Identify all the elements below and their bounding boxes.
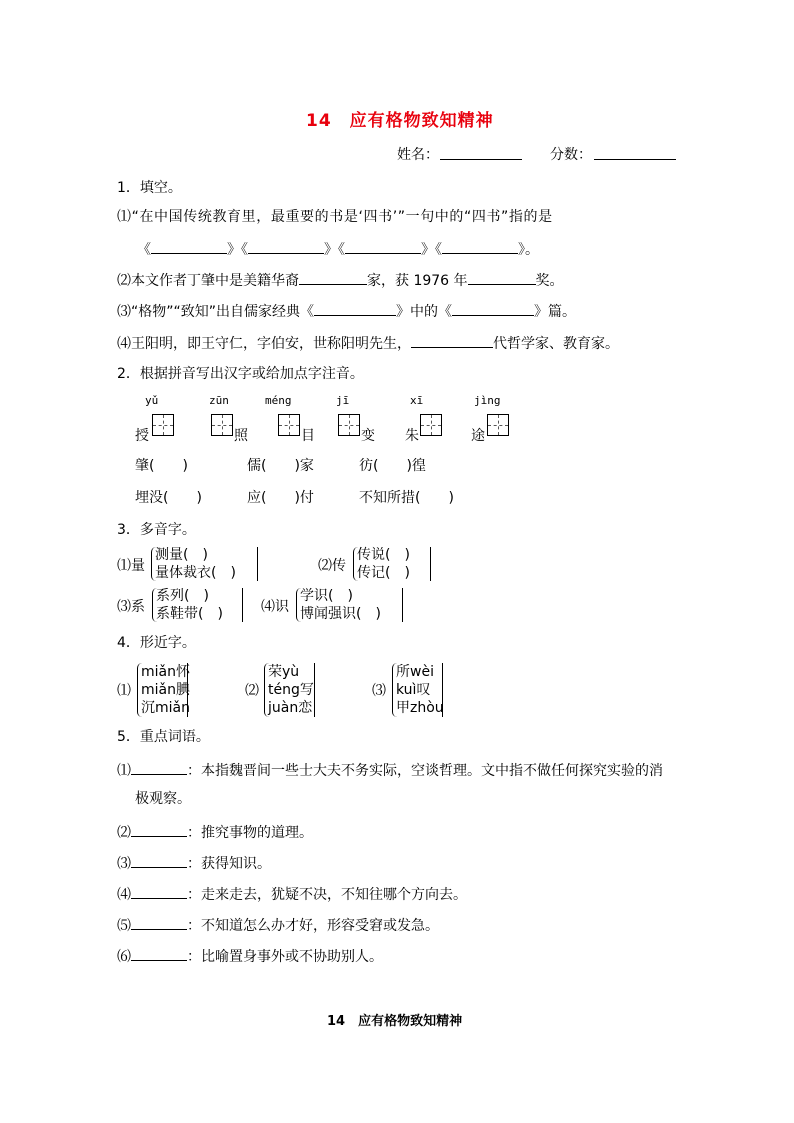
q1-item4-text-a: ⑷王阳明，即王守仁，字伯安，世称阳明先生， xyxy=(117,336,411,352)
q1-blank-book2[interactable] xyxy=(248,239,324,254)
pinyin-zun: zūn xyxy=(209,394,229,407)
q1-bracket-2: 》《 xyxy=(324,242,345,258)
char-shou: 授 xyxy=(135,428,149,444)
pinyin-ji: jī xyxy=(336,394,350,407)
char-zhao: 照 xyxy=(234,428,248,444)
q1-bracket-1: 》《 xyxy=(227,242,248,258)
q4-g3-item2: kuì叹 xyxy=(396,682,431,698)
q1-bracket-3: 》《 xyxy=(421,242,442,258)
pinyin-yu: yǔ xyxy=(145,394,159,407)
q1-item1-books xyxy=(137,239,539,259)
q1-heading: 1．填空。 xyxy=(117,180,182,196)
tian-box-3[interactable] xyxy=(278,414,300,436)
tian-box-5[interactable] xyxy=(420,414,442,436)
q4-g1-rbar xyxy=(186,663,188,717)
name-label: 姓名： xyxy=(397,147,439,163)
q3-heading: 3．多音字。 xyxy=(117,522,196,538)
q1-blank-prize[interactable] xyxy=(468,270,536,285)
q3-g2-item1: 传说( ) xyxy=(357,547,410,563)
q3-g3-item1: 系列( ) xyxy=(156,588,209,604)
pinyin-xi: xī xyxy=(410,394,424,407)
q1-item4-text-b: 代哲学家、教育家。 xyxy=(493,336,619,352)
q2-row2-item2: 儒( )家 xyxy=(247,458,314,474)
tian-box-2[interactable] xyxy=(211,414,233,436)
q1-item3 xyxy=(117,301,576,321)
q4-g2-item3: juàn恋 xyxy=(268,700,313,716)
score-label: 分数： xyxy=(550,147,592,163)
q2-heading: 2．根据拼音写出汉字或给加点字注音。 xyxy=(117,366,364,382)
q1-bracket-4: 》。 xyxy=(518,242,539,258)
q4-g1-label: ⑴ xyxy=(117,683,131,699)
name-blank[interactable] xyxy=(440,145,522,160)
q5-item3-text: ：获得知识。 xyxy=(187,856,271,872)
q1-blank-classic[interactable] xyxy=(314,301,396,316)
q1-item2-text-a: ⑵本文作者丁肇中是美籍华裔 xyxy=(117,273,299,289)
q5-item1-num: ⑴ xyxy=(117,763,131,779)
q4-g3-rbar xyxy=(441,663,443,717)
q5-item2-num: ⑵ xyxy=(117,825,131,841)
q5-item4-num: ⑷ xyxy=(117,887,131,903)
q4-heading: 4．形近字。 xyxy=(117,635,196,651)
q3-g4-item1: 学识( ) xyxy=(300,588,353,604)
q3-g1-label: ⑴量 xyxy=(117,558,145,574)
tian-box-6[interactable] xyxy=(487,414,509,436)
q5-item1-cont: 极观察。 xyxy=(135,791,191,807)
q1-blank-profession[interactable] xyxy=(299,270,367,285)
q5-blank-2[interactable] xyxy=(131,822,187,837)
q1-item2 xyxy=(117,270,564,290)
tian-box-4[interactable] xyxy=(338,414,360,436)
char-zhu: 朱 xyxy=(405,428,419,444)
q1-blank-dynasty[interactable] xyxy=(411,333,493,348)
q5-item6 xyxy=(117,946,383,966)
char-tu: 途 xyxy=(471,428,485,444)
q2-row2-item3: 彷( )徨 xyxy=(359,458,426,474)
q3-g4-rbar xyxy=(401,588,403,622)
q2-row2-item1: 肇( ) xyxy=(135,458,188,474)
q4-g2-item1: 荣yù xyxy=(268,664,300,680)
q3-g2-item2: 传记( ) xyxy=(357,565,410,581)
q2-row3-item3: 不知所措( ) xyxy=(359,490,454,506)
pinyin-meng: méng xyxy=(265,394,292,407)
q5-heading: 5．重点词语。 xyxy=(117,729,210,745)
q5-item2 xyxy=(117,822,313,842)
q1-item4 xyxy=(117,333,619,353)
q5-item3-num: ⑶ xyxy=(117,856,131,872)
q4-g1-item2: miǎn腆 xyxy=(141,682,190,698)
q4-g2-label: ⑵ xyxy=(245,683,259,699)
q3-g1-item1: 测量( ) xyxy=(155,547,208,563)
q5-item5-text: ：不知道怎么办才好，形容受窘或发急。 xyxy=(187,918,439,934)
q1-item3-text-b: 》中的《 xyxy=(396,304,453,320)
q5-item6-text: ：比喻置身事外或不协助别人。 xyxy=(187,949,383,965)
q5-blank-6[interactable] xyxy=(131,946,187,961)
q5-item4 xyxy=(117,884,467,904)
q5-blank-1[interactable] xyxy=(131,760,187,775)
q5-item2-text: ：推究事物的道理。 xyxy=(187,825,313,841)
q5-blank-5[interactable] xyxy=(131,915,187,930)
q3-g4-label: ⑷识 xyxy=(261,599,289,615)
q1-item2-text-c: 奖。 xyxy=(535,273,564,289)
q5-item1 xyxy=(117,760,663,780)
q1-item1-text: ⑴“在中国传统教育里，最重要的书是‘四书’”一句中的“四书”指的是 xyxy=(117,209,553,225)
char-mu: 目 xyxy=(301,428,315,444)
page-title: 14 应有格物致知精神 xyxy=(306,111,494,131)
char-bian: 变 xyxy=(361,428,375,444)
q5-blank-3[interactable] xyxy=(131,853,187,868)
q3-g1-item2: 量体裁衣( ) xyxy=(155,565,236,581)
q3-g3-item2: 系鞋带( ) xyxy=(156,606,223,622)
pinyin-jing: jìng xyxy=(474,394,501,407)
tian-box-1[interactable] xyxy=(152,414,174,436)
q3-g3-label: ⑶系 xyxy=(117,599,145,615)
q1-blank-chapter[interactable] xyxy=(452,301,534,316)
q5-item4-text: ：走来走去，犹疑不决，不知往哪个方向去。 xyxy=(187,887,467,903)
q4-g3-item3: 甲zhòu xyxy=(396,700,444,716)
q1-blank-book4[interactable] xyxy=(442,239,518,254)
q5-item3 xyxy=(117,853,271,873)
q3-g2-rbar xyxy=(429,547,431,581)
q3-g1-rbar xyxy=(256,547,258,581)
q1-item3-text-a: ⑶“格物”“致知”出自儒家经典《 xyxy=(117,304,315,320)
q1-blank-book1[interactable] xyxy=(151,239,227,254)
q4-g3-label: ⑶ xyxy=(372,683,386,699)
q3-g4-item2: 博闻强识( ) xyxy=(300,606,381,622)
q2-row3-item1: 埋没( ) xyxy=(135,490,202,506)
q1-item3-text-c: 》篇。 xyxy=(534,304,577,320)
q4-g1-item1: miǎn怀 xyxy=(141,664,190,680)
q5-item5-num: ⑸ xyxy=(117,918,131,934)
score-blank[interactable] xyxy=(594,145,676,160)
q3-g3-rbar xyxy=(241,588,243,622)
q5-item1-text: ：本指魏晋间一些士大夫不务实际，空谈哲理。文中指不做任何探究实验的消 xyxy=(187,763,663,779)
q1-blank-book3[interactable] xyxy=(345,239,421,254)
q4-g1-item3: 沉miǎn xyxy=(141,700,190,716)
q4-g3-item1: 所wèi xyxy=(396,664,434,680)
q5-blank-4[interactable] xyxy=(131,884,187,899)
q2-row3-item2: 应( )付 xyxy=(247,490,314,506)
q5-item6-num: ⑹ xyxy=(117,949,131,965)
q3-g2-label: ⑵传 xyxy=(318,558,346,574)
q4-g2-rbar xyxy=(313,663,315,717)
q1-item2-text-b: 家，获 1976 年 xyxy=(367,273,468,289)
q5-item5 xyxy=(117,915,439,935)
q4-g2-item2: téng写 xyxy=(268,682,314,698)
q1-bracket-0: 《 xyxy=(137,242,151,258)
footer-title: 14 应有格物致知精神 xyxy=(327,1014,463,1029)
